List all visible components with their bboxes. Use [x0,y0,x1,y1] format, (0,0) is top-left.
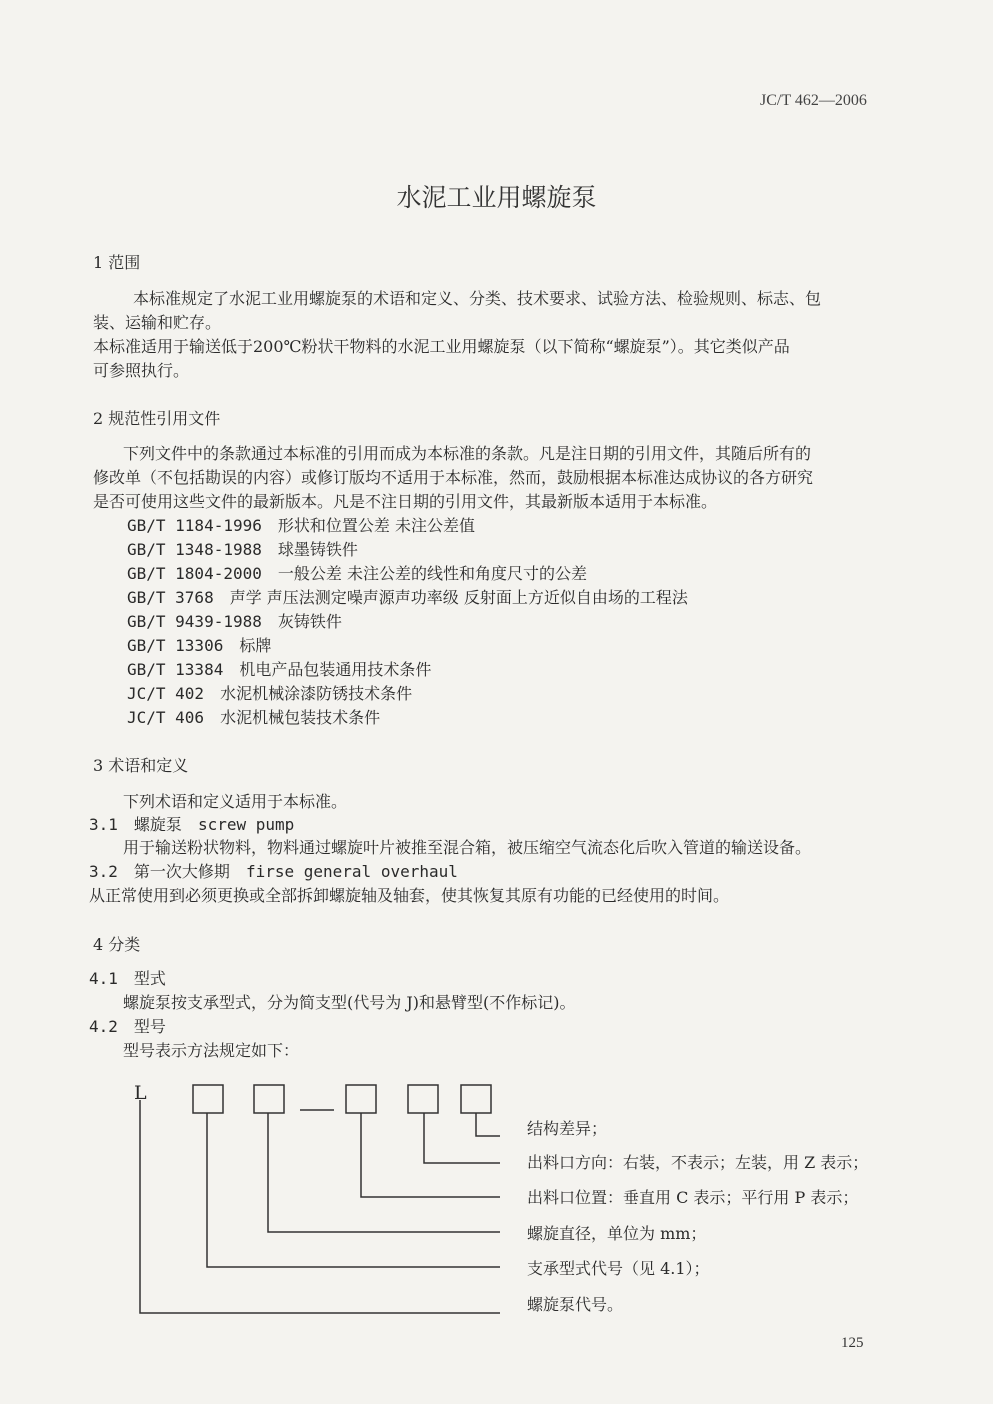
reference-item: GB/T 3768 声学 声压法测定噪声源声功率级 反射面上方近似自由场的工程法 [127,588,688,607]
section2-heading: 2 规范性引用文件 [93,409,221,428]
section4-heading: 4 分类 [93,935,141,954]
section2-intro-line2: 修改单（不包括勘误的内容）或修订版均不适用于本标准，然而，鼓励根据本标准达成协议的各方研究 [93,468,814,487]
reference-item: GB/T 13384 机电产品包装通用技术条件 [127,660,432,679]
section2-intro-line1: 下列文件中的条款通过本标准的引用而成为本标准的条款。凡是注日期的引用文件，其随后所有的 [123,444,812,463]
code-box-structure [461,1085,491,1113]
term-3-1-definition: 用于输送粉状物料，物料通过螺旋叶片被推至混合箱，被压缩空气流态化后吹入管道的输送设备。 [123,838,812,857]
code-box-outlet-position [346,1085,376,1113]
reference-item: GB/T 1348-1988 球墨铸铁件 [127,540,358,559]
section1-heading: 1 范围 [93,253,141,272]
section3-heading: 3 术语和定义 [93,756,189,775]
subsection-4-1-text: 螺旋泵按支承型式，分为简支型(代号为 J)和悬臂型(不作标记)。 [123,993,576,1012]
diagram-label-support: 支承型式代号（见 4.1）； [527,1259,710,1278]
code-box-outlet-direction [408,1085,438,1113]
reference-item: GB/T 13306 标牌 [127,636,272,655]
section1-para1-line1: 本标准规定了水泥工业用螺旋泵的术语和定义、分类、技术要求、试验方法、检验规则、标志、包 [133,289,822,308]
model-prefix-letter: L [134,1082,147,1104]
code-box-support [193,1085,223,1113]
reference-item: GB/T 1804-2000 一般公差 未注公差的线性和角度尺寸的公差 [127,564,587,583]
reference-item: JC/T 406 水泥机械包装技术条件 [127,708,381,727]
term-3-1: 3.1 螺旋泵 screw pump [89,815,295,834]
term-3-2: 3.2 第一次大修期 firse general overhaul [89,862,458,881]
reference-item: GB/T 9439-1988 灰铸铁件 [127,612,342,631]
diagram-label-diameter: 螺旋直径，单位为 mm； [527,1224,707,1243]
diagram-label-structure: 结构差异； [527,1119,608,1138]
section1-para1-line2: 装、运输和贮存。 [93,313,222,332]
section2-intro-line3: 是否可使用这些文件的最新版本。凡是不注日期的引用文件，其最新版本适用于本标准。 [93,492,718,511]
diagram-label-outlet-direction: 出料口方向：右装，不表示；左装，用 Z 表示； [527,1153,869,1172]
code-box-diameter [254,1085,284,1113]
subsection-4-2: 4.2 型号 [89,1017,166,1036]
section3-intro: 下列术语和定义适用于本标准。 [123,792,348,811]
page-number: 125 [841,1335,864,1351]
section1-para2-line2: 可参照执行。 [93,361,190,380]
standard-code: JC/T 462—2006 [760,92,867,109]
diagram-label-outlet-position: 出料口位置：垂直用 C 表示；平行用 P 表示； [527,1188,859,1207]
diagram-label-pump-code: 螺旋泵代号。 [527,1295,624,1314]
reference-item: JC/T 402 水泥机械涂漆防锈技术条件 [127,684,413,703]
section1-para2-line1: 本标准适用于输送低于200℃粉状干物料的水泥工业用螺旋泵（以下简称“螺旋泵”）。其它类似产品 [93,337,790,356]
subsection-4-1: 4.1 型式 [89,969,166,988]
term-3-2-definition: 从正常使用到必须更换或全部拆卸螺旋轴及轴套，使其恢复其原有功能的已经使用的时间。 [89,886,730,905]
page-title: 水泥工业用螺旋泵 [396,183,597,212]
reference-item: GB/T 1184-1996 形状和位置公差 未注公差值 [127,516,475,535]
subsection-4-2-text: 型号表示方法规定如下： [123,1041,300,1060]
